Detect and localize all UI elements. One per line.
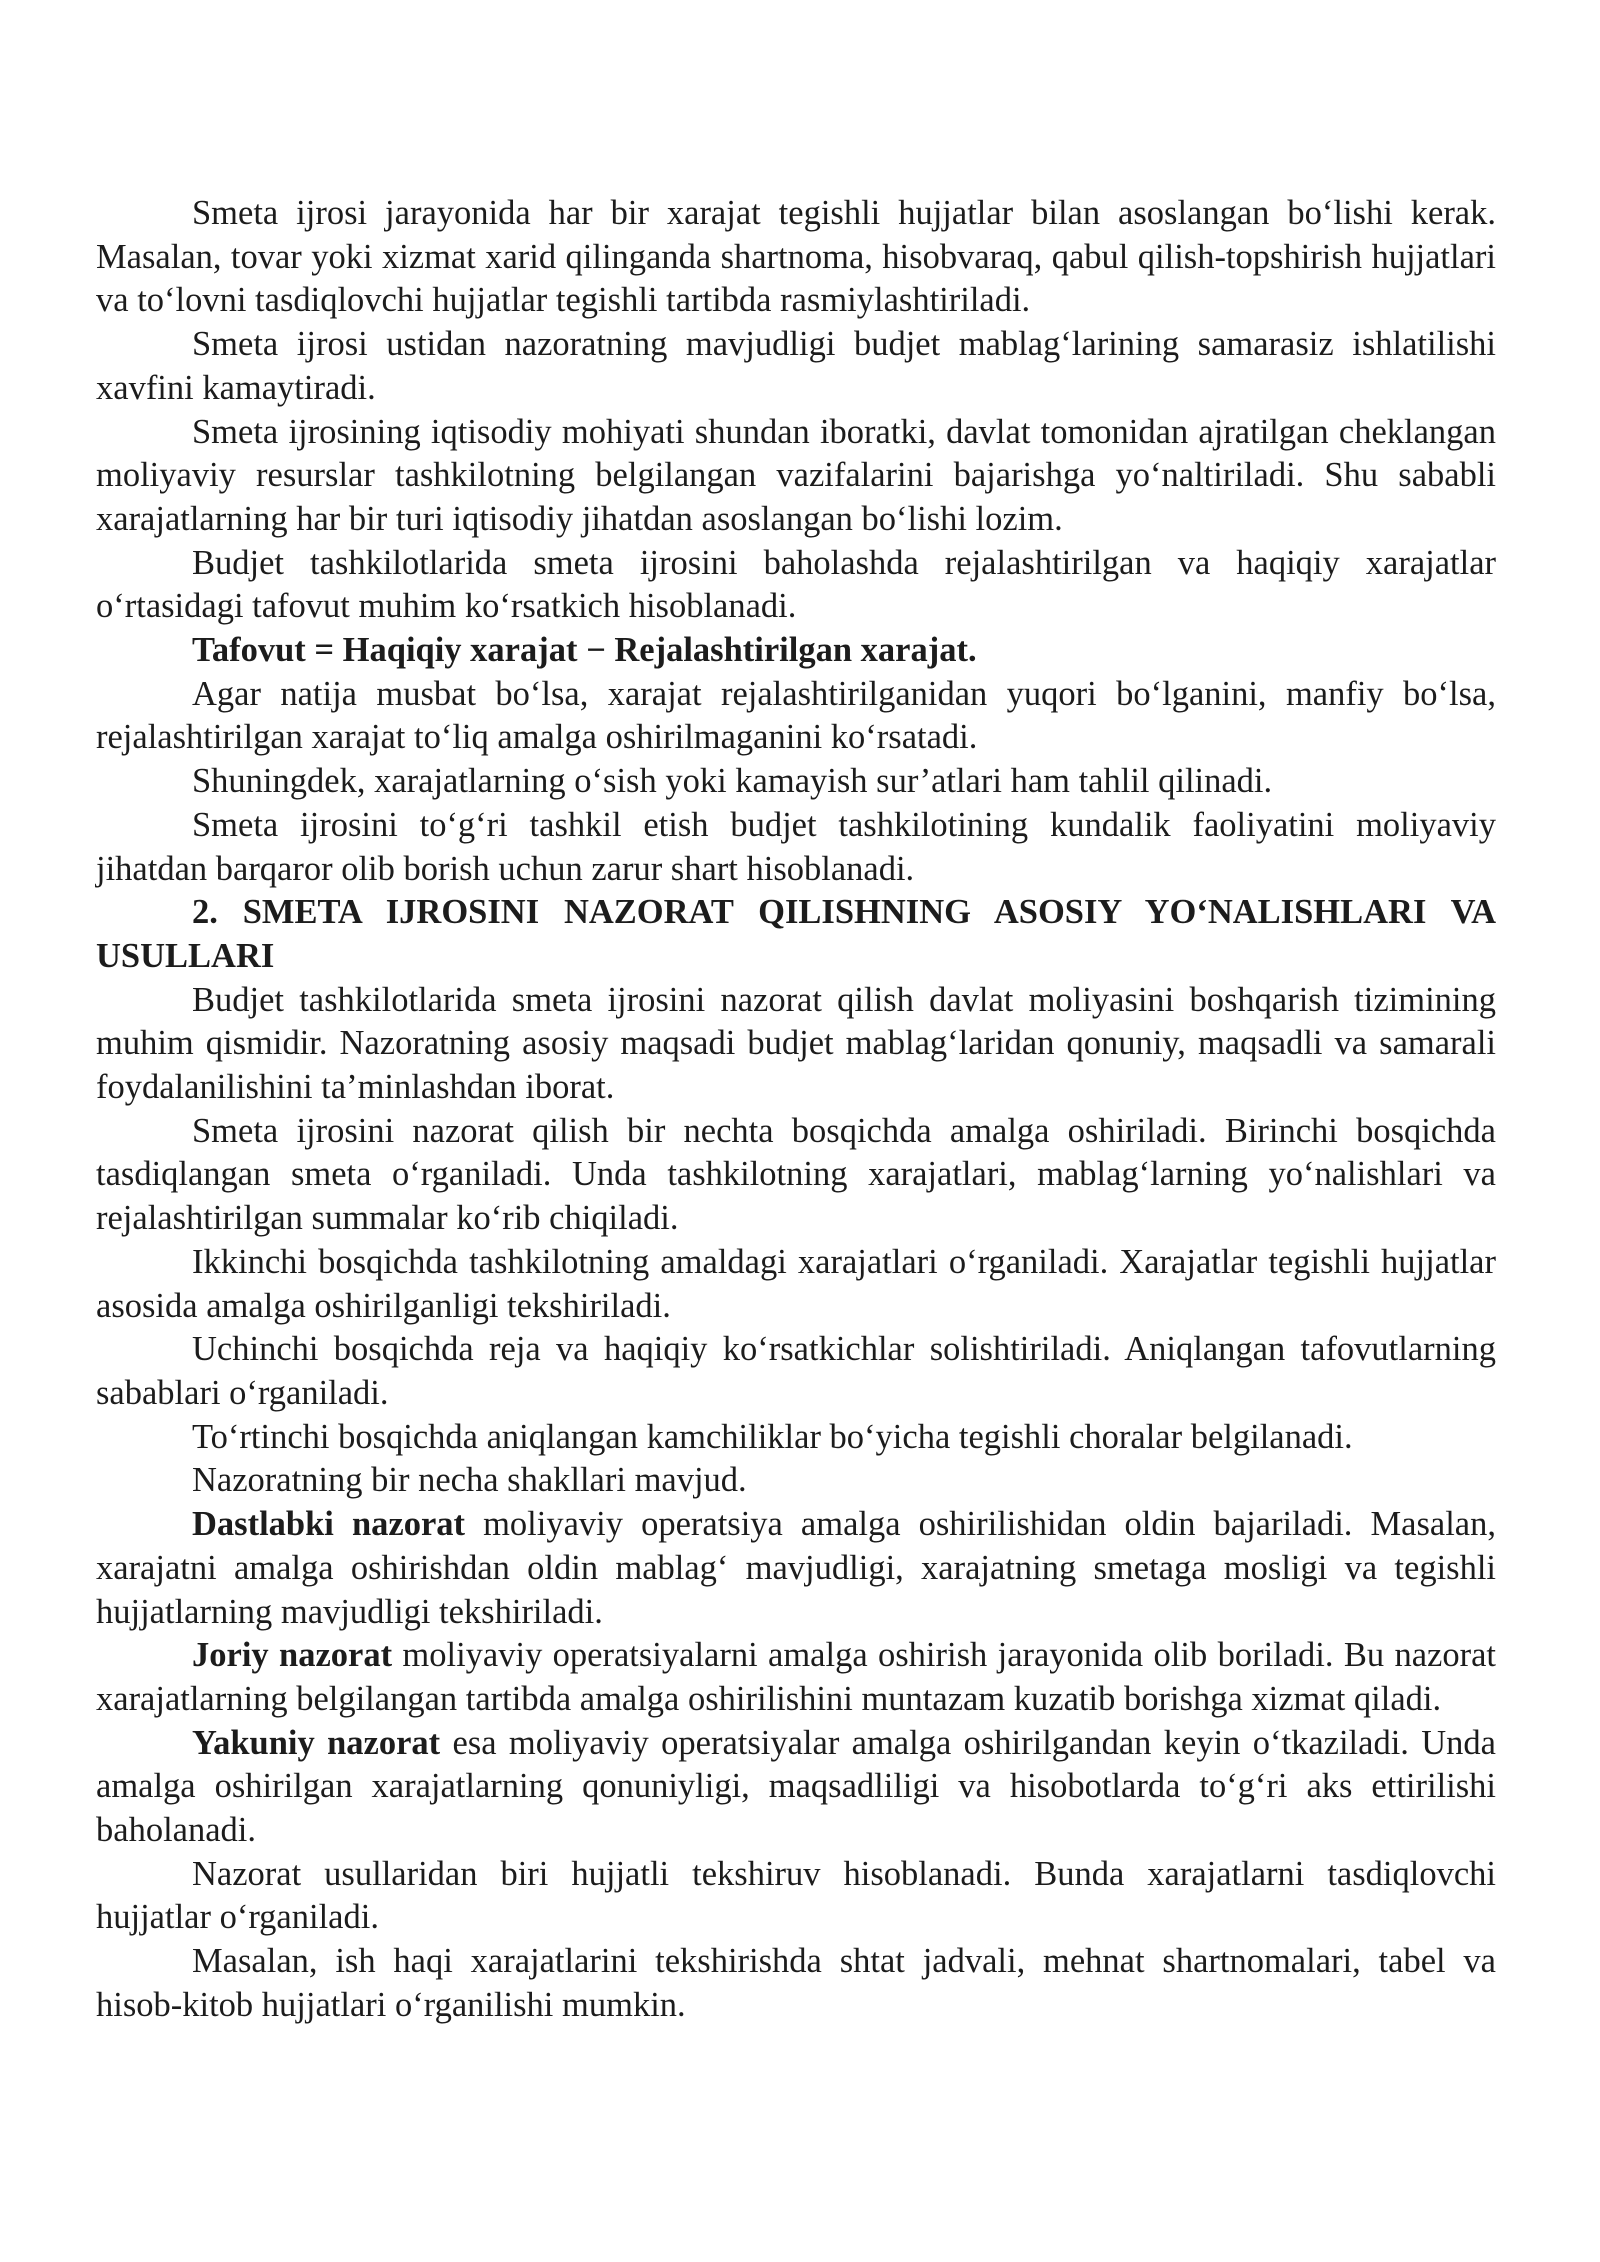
term-final-control: Yakuniy nazorat [192,1723,441,1762]
paragraph-preliminary-control [96,1503,1496,1634]
preliminary-control-text: moliyaviy operatsiya amalga oshirilishidan oldin bajariladi. Masalan, xarajatni amalga oshirishdan oldin mablag‘ mavjudligi, xarajatning smetaga mosligi va tegishli hujjatlarning mavjudligi tekshiriladi. [96,1505,1496,1631]
paragraph-third-stage: Uchinchi bosqichda reja va haqiqiy ko‘rsatkichlar solishtiriladi. Aniqlangan tafovutlarning sabablari o‘rganiladi. [96,1330,1496,1412]
paragraph-payroll-example: Masalan, ish haqi xarajatlarini tekshirishda shtat jadvali, mehnat shartnomalari, tabel va hisob-kitob hujjatlari o‘rganilishi mumkin. [96,1942,1496,2024]
paragraph-fourth-stage: To‘rtinchi bosqichda aniqlangan kamchiliklar bo‘yicha tegishli choralar belgilanadi. [192,1417,1353,1456]
paragraph-second-stage: Ikkinchi bosqichda tashkilotning amaldagi xarajatlari o‘rganiladi. Xarajatlar tegishli hujjatlar asosida amalga oshirilganligi tekshiriladi. [96,1242,1496,1325]
paragraph-current-control [96,1634,1496,1721]
paragraph-variance-interpretation: Agar natija musbat bo‘lsa, xarajat rejalashtirilganidan yuqori bo‘lganini, manfiy bo‘lsa, rejalashtirilgan xarajat to‘liq amalga oshirilmaganini ko‘rsatadi. [96,674,1496,757]
paragraph-economic-essence: Smeta ijrosining iqtisodiy mohiyati shundan iboratki, davlat tomonidan ajratilgan cheklangan moliyaviy resurslar tashkilotning belgilangan vazifalarini bajarishga yo‘naltiriladi. Shu sababli xarajatlarning har bir turi iqtisodiy jihatdan asoslangan bo‘lishi lozim. [96,412,1496,538]
final-control-text: esa moliyaviy operatsiyalar amalga oshirilgandan keyin o‘tkaziladi. Unda amalga oshirilgan xarajatlarning qonuniyligi, maqsadliligi va hisobotlarda to‘g‘ri aks ettirilishi baholanadi. [96,1723,1496,1850]
paragraph-control-purpose: Budjet tashkilotlarida smeta ijrosini nazorat qilish davlat moliyasini boshqarish tizimining muhim qismidir. Nazoratning asosiy maqsadi budjet mablag‘laridan qonuniy, maqsadli va samarali foydalanilishini ta’minlashdan iborat. [96,980,1496,1107]
document-page [96,192,1496,2028]
section-heading: 2. SMETA IJROSINI NAZORAT QILISHNING ASOSIY YO‘NALISHLARI VA USULLARI [96,893,1496,975]
paragraph-control-stages: Smeta ijrosini nazorat qilish bir nechta bosqichda amalga oshiriladi. Birinchi bosqichda tasdiqlangan smeta o‘rganiladi. Unda tashkilotning xarajatlari, mablag‘larning yo‘nalishlari va rejalashtirilgan summalar ko‘rib chiqiladi. [96,1111,1496,1238]
paragraph-control-forms: Nazoratning bir necha shakllari mavjud. [192,1461,747,1500]
paragraph-growth-rates: Shuningdek, xarajatlarning o‘sish yoki kamayish sur’atlari ham tahlil qilinadi. [192,762,1273,801]
term-preliminary-control: Dastlabki nazorat [192,1505,466,1544]
paragraph-expense-documentation: Smeta ijrosi jarayonida har bir xarajat tegishli hujjatlar bilan asoslangan bo‘lishi kerak. Masalan, tovar yoki xizmat xarid qilinganda shartnoma, hisobvaraq, qabul qilish-topshirish hujjatlari va to‘lovni tasdiqlovchi hujjatlar tegishli tartibda rasmiylashtiriladi. [96,194,1496,320]
paragraph-control-risk: Smeta ijrosi ustidan nazoratning mavjudligi budjet mablag‘larining samarasiz ishlatilishi xavfini kamaytiradi. [96,325,1496,407]
current-control-text: moliyaviy operatsiyalarni amalga oshirish jarayonida olib boriladi. Bu nazorat xarajatlarning belgilangan tartibda amalga oshirilishini muntazam kuzatib borishga xizmat qiladi. [96,1636,1496,1718]
paragraph-final-control [96,1722,1496,1853]
term-current-control: Joriy nazorat [192,1636,393,1675]
paragraph-documentary-check: Nazorat usullaridan biri hujjatli tekshiruv hisoblanadi. Bunda xarajatlarni tasdiqlovchi hujjatlar o‘rganiladi. [96,1854,1496,1937]
paragraph-correct-organization: Smeta ijrosini to‘g‘ri tashkil etish budjet tashkilotining kundalik faoliyatini moliyaviy jihatdan barqaror olib borish uchun zarur shart hisoblanadi. [96,805,1496,888]
variance-formula: Tafovut = Haqiqiy xarajat − Rejalashtirilgan xarajat. [192,631,977,670]
paragraph-variance-indicator: Budjet tashkilotlarida smeta ijrosini baholashda rejalashtirilgan va haqiqiy xarajatlar o‘rtasidagi tafovut muhim ko‘rsatkich hisoblanadi. [96,543,1496,626]
